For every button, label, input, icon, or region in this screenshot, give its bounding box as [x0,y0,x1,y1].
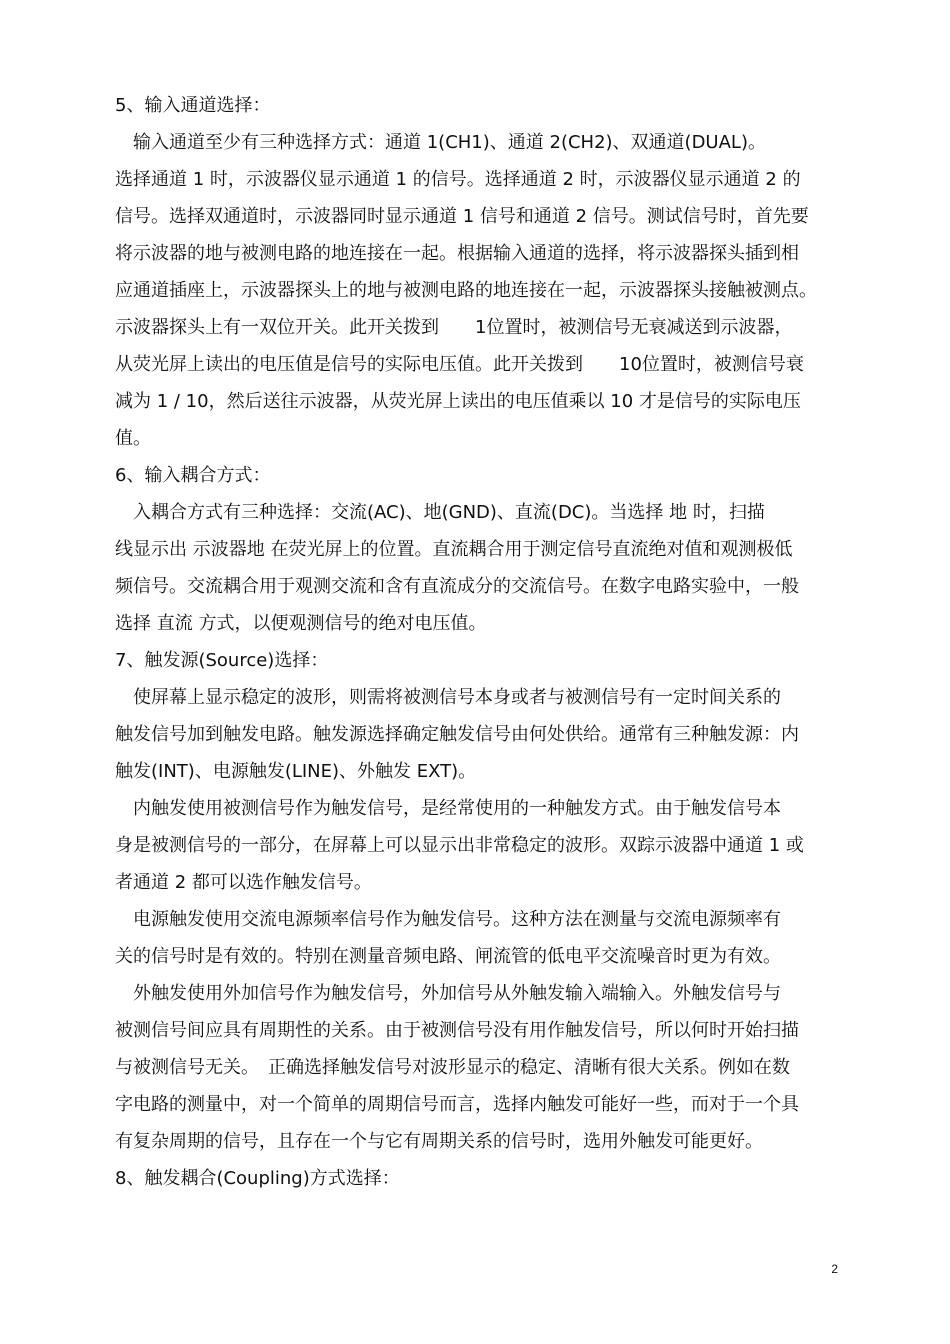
paragraph-line: 将示波器的地与被测电路的地连接在一起。根据输入通道的选择，将示波器探头插到相 [115,243,799,264]
paragraph-line: 输入通道至少有三种选择方式：通道 1(CH1)、通道 2(CH2)、双通道(DUAL)。 [115,132,766,153]
paragraph-line: 者通道 2 都可以选作触发信号。 [115,872,372,893]
paragraph-line: 关的信号时是有效的。特别在测量音频电路、闸流管的低电平交流噪音时更为有效。 [115,946,781,967]
paragraph-line: 应通道插座上，示波器探头上的地与被测电路的地连接在一起，示波器探头接触被测点。 [115,280,817,301]
paragraph-line: 值。 [115,428,151,449]
paragraph-line: 信号。选择双通道时，示波器同时显示通道 1 信号和通道 2 信号。测试信号时，首先要 [115,206,809,227]
paragraph-line: 从荧光屏上读出的电压值是信号的实际电压值。此开关拨到 10位置时，被测信号衰 [115,354,804,375]
paragraph-line: 被测信号间应具有周期性的关系。由于被测信号没有用作触发信号，所以何时开始扫描 [115,1020,799,1041]
paragraph-line: 身是被测信号的一部分，在屏幕上可以显示出非常稳定的波形。双踪示波器中通道 1 或 [115,835,804,856]
heading-section-7: 7、触发源(Source)选择： [115,650,329,671]
paragraph-line: 电源触发使用交流电源频率信号作为触发信号。这种方法在测量与交流电源频率有 [115,909,781,930]
paragraph-line: 线显示出 示波器地 在荧光屏上的位置。直流耦合用于测定信号直流绝对值和观测极低 [115,539,793,560]
paragraph-line: 频信号。交流耦合用于观测交流和含有直流成分的交流信号。在数字电路实验中，一般 [115,576,799,597]
paragraph-line: 与被测信号无关。 正确选择触发信号对波形显示的稳定、清晰有很大关系。例如在数 [115,1057,790,1078]
heading-section-6: 6、输入耦合方式： [115,465,271,486]
paragraph-line: 内触发使用被测信号作为触发信号，是经常使用的一种触发方式。由于触发信号本 [115,798,781,819]
paragraph-line: 触发(INT)、电源触发(LINE)、外触发 EXT)。 [115,761,477,782]
paragraph-line: 入耦合方式有三种选择：交流(AC)、地(GND)、直流(DC)。当选择 地 时，扫描 [115,502,765,523]
paragraph-line: 使屏幕上显示稳定的波形，则需将被测信号本身或者与被测信号有一定时间关系的 [115,687,781,708]
paragraph-line: 外触发使用外加信号作为触发信号，外加信号从外触发输入端输入。外触发信号与 [115,983,781,1004]
paragraph-line: 触发信号加到触发电路。触发源选择确定触发信号由何处供给。通常有三种触发源：内 [115,724,799,745]
paragraph-line: 选择 直流 方式，以便观测信号的绝对电压值。 [115,613,487,634]
paragraph-line: 字电路的测量中，对一个简单的周期信号而言，选择内触发可能好一些，而对于一个具 [115,1094,799,1115]
paragraph-line: 减为 1 / 10，然后送往示波器，从荧光屏上读出的电压值乘以 10 才是信号的实际电压 [115,391,801,412]
paragraph-line: 有复杂周期的信号，且存在一个与它有周期关系的信号时，选用外触发可能更好。 [115,1131,763,1152]
paragraph-line: 选择通道 1 时，示波器仪显示通道 1 的信号。选择通道 2 时，示波器仪显示通道 2 的 [115,169,801,190]
paragraph-line: 示波器探头上有一双位开关。此开关拨到 1位置时，被测信号无衰减送到示波器， [115,317,793,338]
heading-section-8: 8、触发耦合(Coupling)方式选择： [115,1168,400,1189]
heading-section-5: 5、输入通道选择： [115,95,271,116]
page-number: 2 [831,1262,838,1276]
